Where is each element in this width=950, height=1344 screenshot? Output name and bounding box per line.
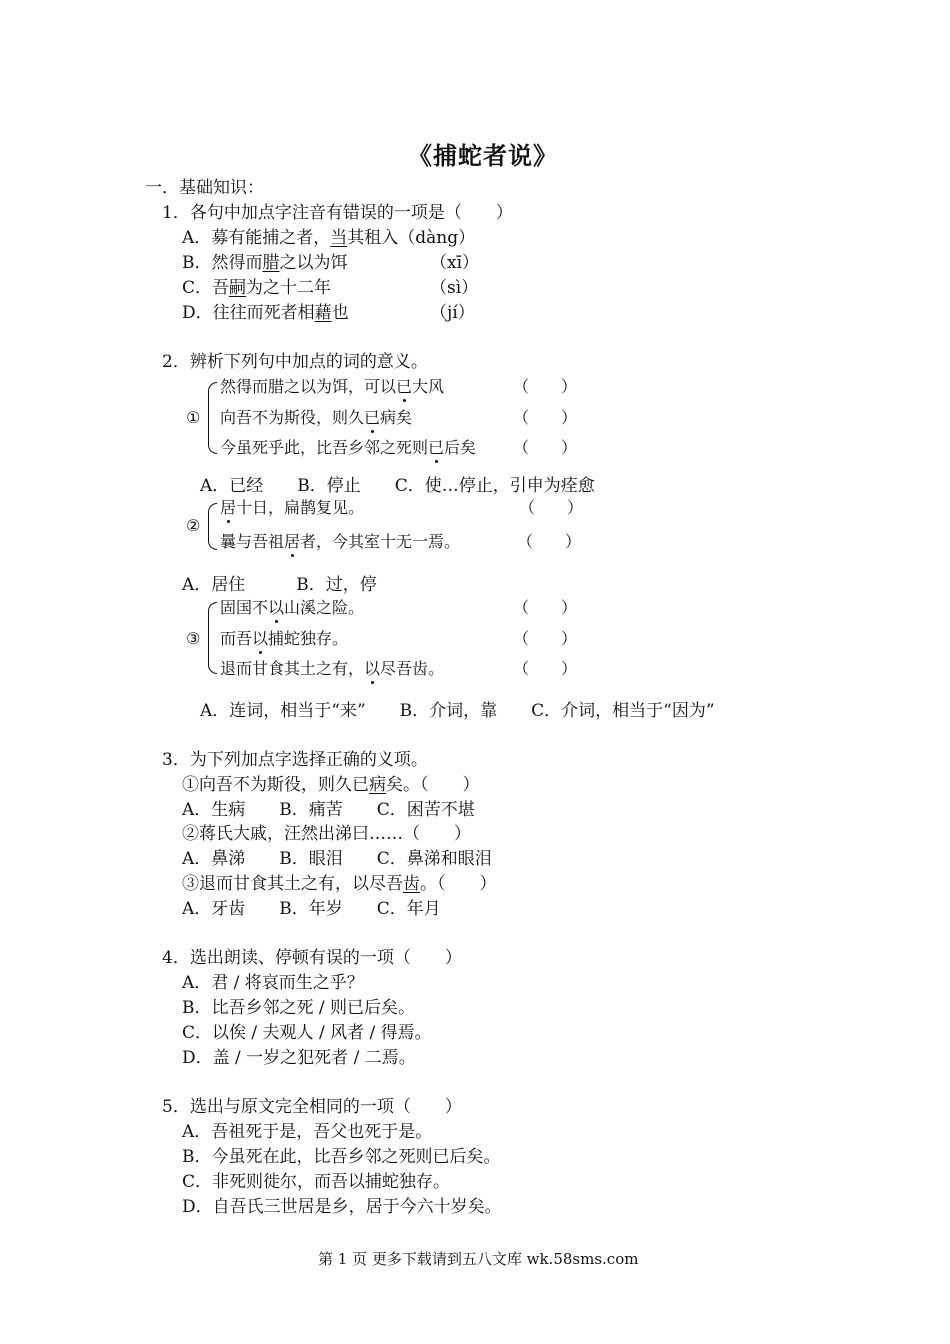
option-d: D．自吾氏三世居是乡，居于今六十岁矣。 [182,1197,502,1217]
pinyin-c: （sì） [430,278,479,298]
answer-blank: （ ） [513,659,578,678]
dotted-char: 已 [364,408,381,427]
sentence: 退而甘食其土之有，以尽吾齿。 [220,659,445,678]
brace [208,503,217,550]
group-marker: ② [186,516,201,535]
dotted-char: 居 [220,498,237,517]
answer-blank: （ ） [517,532,582,551]
option-c: C．以俟 / 夫观人 / 风者 / 得焉。 [182,1023,432,1043]
answer-blank: （ ） [519,498,584,517]
dotted-char: 以 [268,598,285,617]
page-title: 《捕蛇者说》 [408,141,558,170]
option-d: D．往往而死者相藉也 [182,303,349,323]
sentence: 固国不以山溪之险。 [220,598,365,617]
section-heading: 一．基础知识： [145,178,264,198]
option-c: C．吾嗣为之十二年 [182,278,332,298]
options-line: A．连词，相当于“来” B．介词，靠 C．介词，相当于“因为” [200,701,715,721]
answer-blank: （ ） [513,598,578,617]
option-a: A．募有能捕之者，当其租入（dàng） [182,228,476,248]
sentence: 而吾以捕蛇独存。 [220,629,349,648]
dotted-char: 已 [428,438,445,457]
brace [208,382,217,454]
answer-blank: （ ） [513,408,578,427]
question-stem: 5．选出与原文完全相同的一项（ ） [162,1097,462,1117]
underlined-char: 嗣 [229,278,247,298]
answer-blank: （ ） [513,377,578,396]
underlined-char: 病 [369,775,386,795]
group-marker: ① [186,408,201,427]
question-stem: 1．各句中加点字注音有错误的一项是（ ） [162,203,513,223]
sentence: 居十日，扁鹊复见。 [220,498,365,517]
options-line: A．居住 B．过，停 [182,575,377,595]
option-b: B．比吾乡邻之死 / 则已后矣。 [182,998,416,1018]
options-line: A．鼻涕 B．眼泪 C．鼻涕和眼泪 [182,849,492,869]
dotted-char: 以 [364,659,381,678]
page-footer: 第 1 页 更多下载请到五八文库 wk.58sms.com [318,1250,639,1268]
underlined-char: 齿 [403,874,420,894]
sentence: 曩与吾祖居者，今其室十无一焉。 [220,532,461,551]
options-line: A．已经 B．停止 C．使…停止，引申为痊愈 [200,476,595,496]
option-a: A．吾祖死于是，吾父也死于是。 [182,1122,433,1142]
underlined-char: 当 [330,228,348,248]
underlined-char: 腊 [262,253,280,273]
option-c: C．非死则徙尔，而吾以捕蛇独存。 [182,1172,451,1192]
option-b: B．今虽死在此，比吾乡邻之死则已后矣。 [182,1147,501,1167]
underlined-char: 藉 [314,303,332,323]
brace [208,602,217,674]
pinyin-d: （jí） [430,303,475,323]
answer-blank: （ ） [513,629,578,648]
option-b: B．然得而腊之以为饵 [182,253,348,273]
option-a: A．君 / 将哀而生之乎？ [182,973,364,993]
dotted-char: 居 [284,532,301,551]
sentence: 今虽死乎此，比吾乡邻之死则已后矣 [220,438,477,457]
answer-blank: （ ） [513,438,578,457]
sentence: 然得而腊之以为饵，可以已大风 [220,377,445,396]
group-marker: ③ [186,629,201,648]
dotted-char: 已 [396,377,413,396]
pinyin-b: （xī） [430,253,480,273]
dotted-char: 以 [252,629,269,648]
options-line: A．牙齿 B．年岁 C．年月 [182,899,441,919]
sub-item: ②蒋氏大戚，汪然出涕曰……（ ） [182,824,471,844]
question-stem: 4．选出朗读、停顿有误的一项（ ） [162,948,462,968]
options-line: A．生病 B．痛苦 C．困苦不堪 [182,800,475,820]
option-d: D．盖 / 一岁之犯死者 / 二焉。 [182,1048,416,1068]
question-stem: 2．辨析下列句中加点的词的意义。 [162,352,428,372]
sub-item: ①向吾不为斯役，则久已病矣。（ ） [182,775,480,795]
sub-item: ③退而甘食其土之有，以尽吾齿。（ ） [182,874,497,894]
question-stem: 3．为下列加点字选择正确的义项。 [162,750,428,770]
sentence: 向吾不为斯役，则久已病矣 [220,408,413,427]
